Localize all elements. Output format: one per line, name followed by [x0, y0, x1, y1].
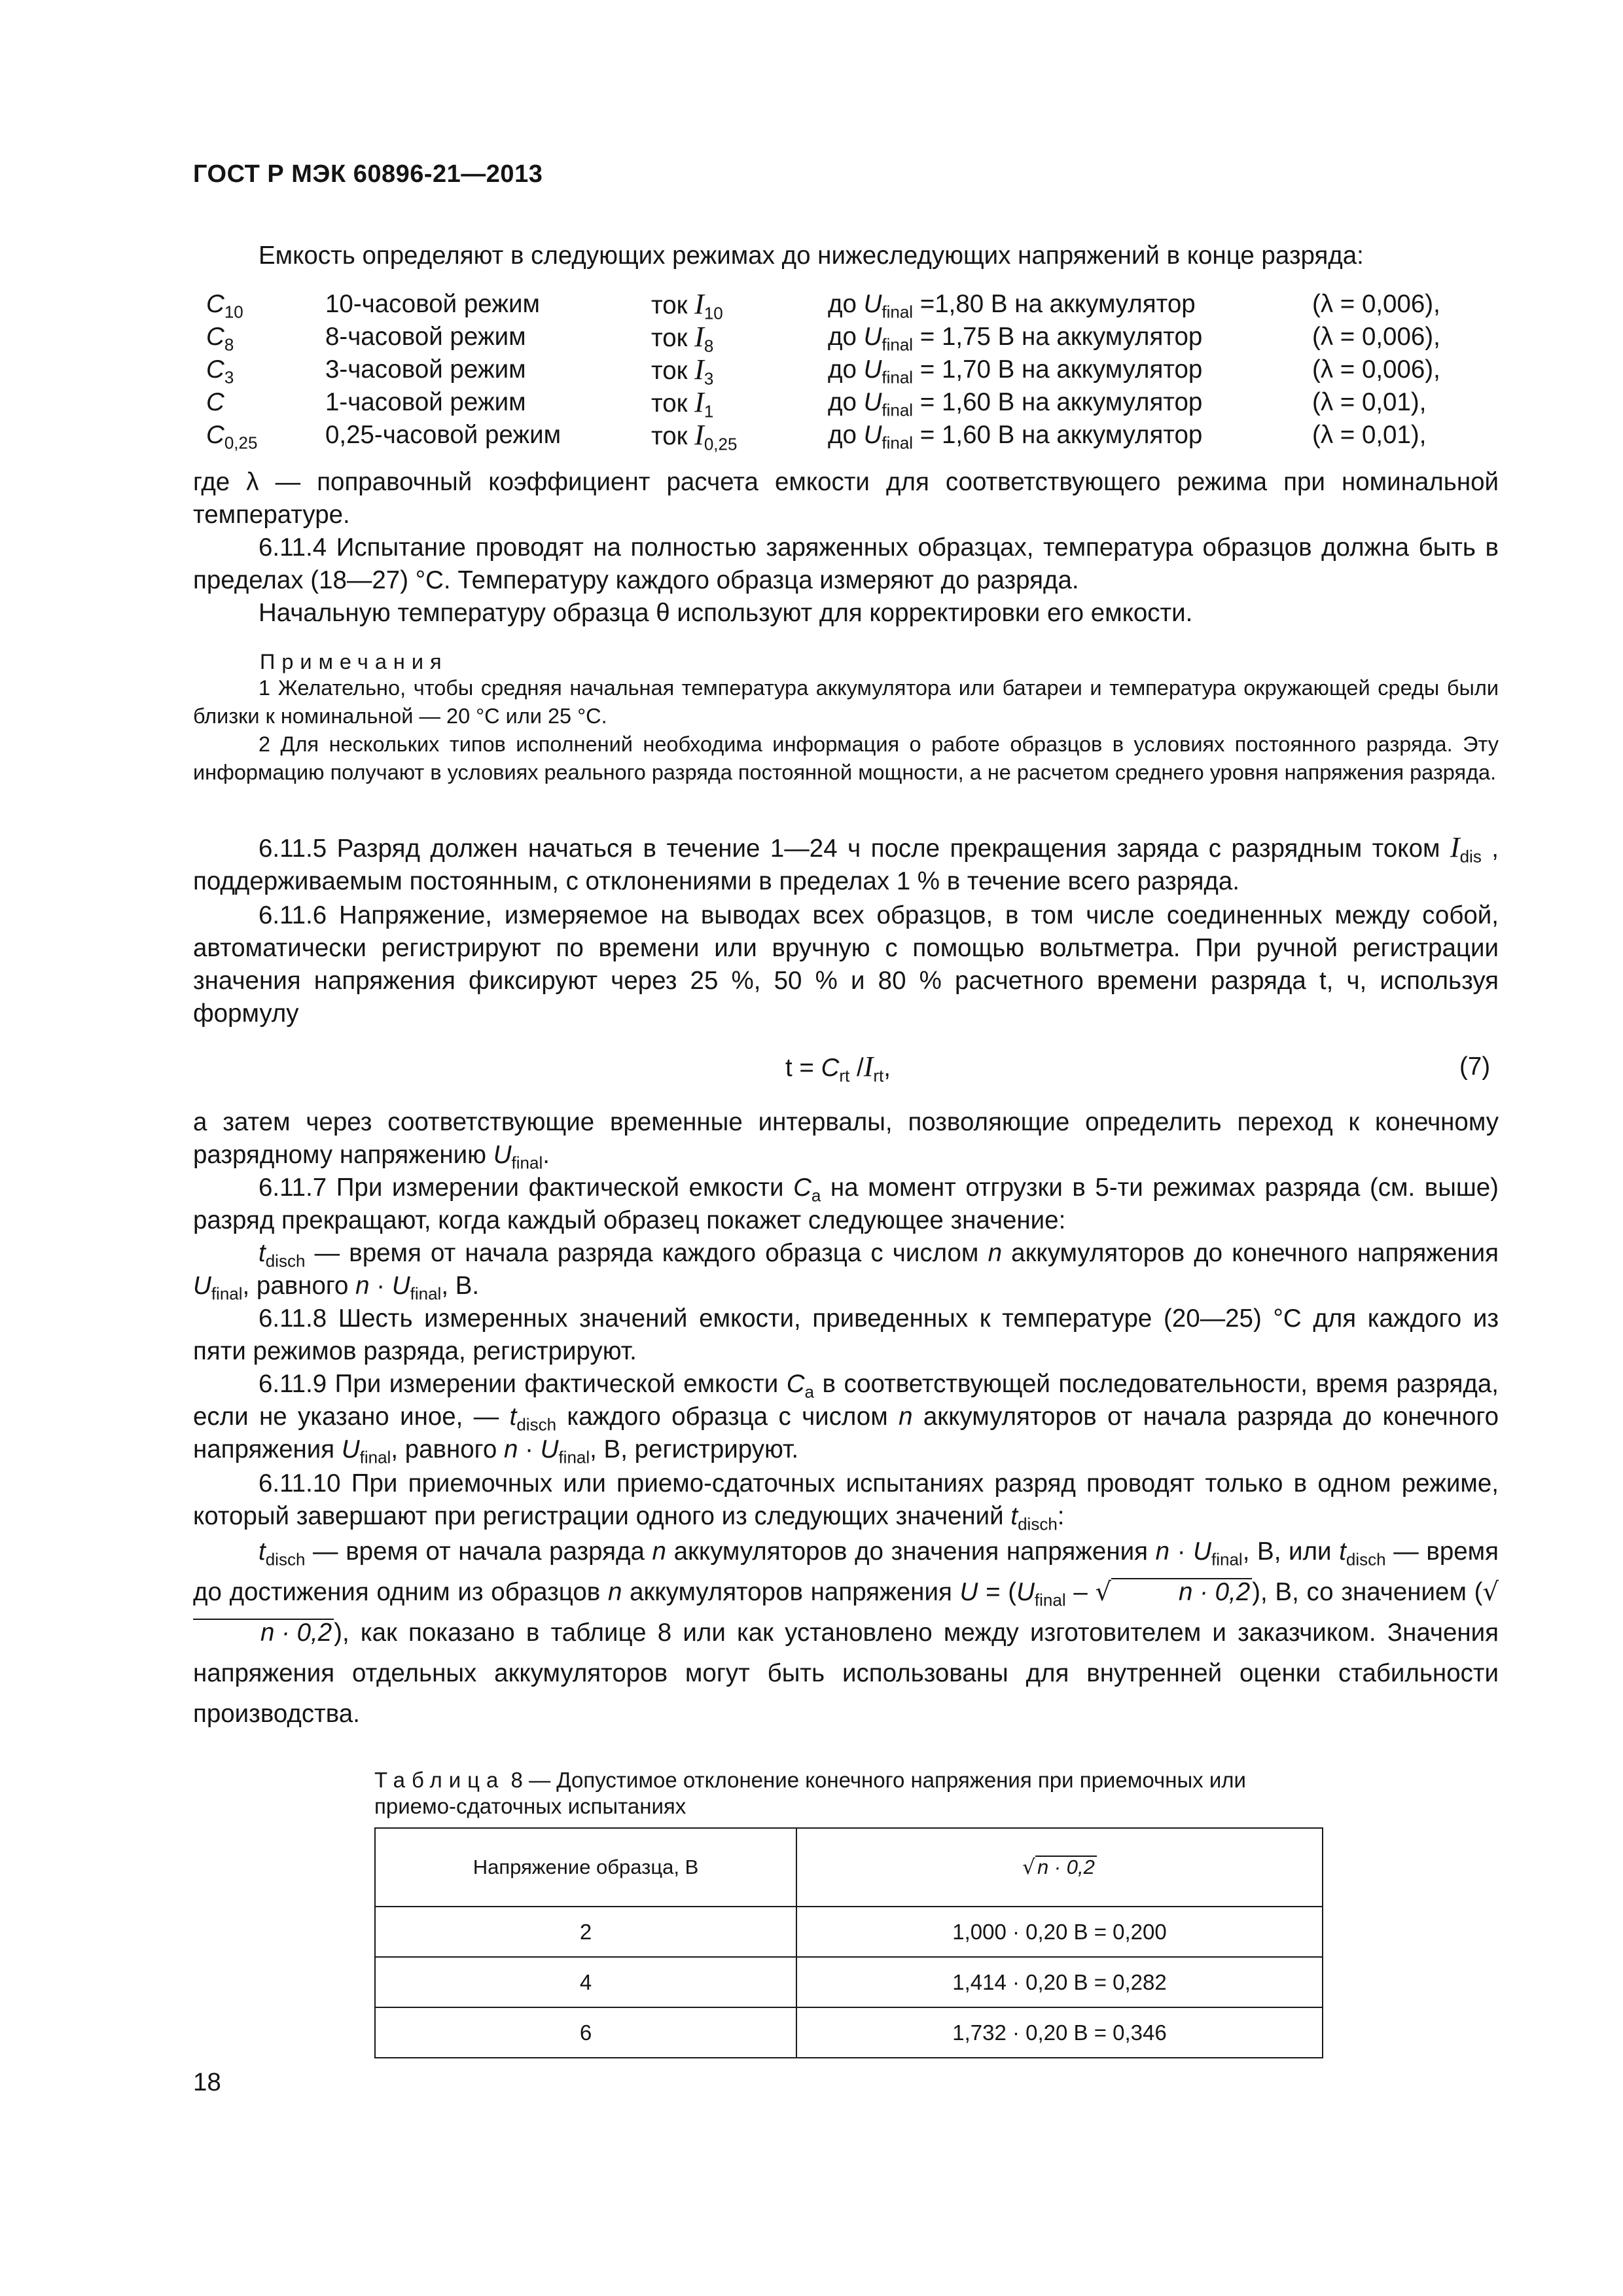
mode-row: C 1-часовой режим ток $I_1$ до $U_{final} = 1,60$ В на аккумулятор (λ = 0,01), — [206, 386, 1427, 422]
column-header-sqrt: √n · 0,2 — [796, 1828, 1323, 1907]
intro-text: Емкость определяют в следующих режимах до нижеследующих напряжений в конце разряда: — [259, 242, 1364, 270]
table-row — [375, 1907, 1323, 1957]
mode-row: $C_3$ 3-часовой режим ток $I_3$ до $U_{final} = 1,70$ В на аккумулятор (λ = 0,006), — [206, 353, 1440, 389]
paragraph-6-11-4-temperature: Начальную температуру образца θ используют для корректировки его емкости. — [259, 599, 1193, 627]
after-formula-text: а затем через соответствующие временные интервалы, позволяющие определить переход к конечному разрядному напряжению $U_{final}$. — [193, 1108, 1499, 1173]
table-row — [375, 2007, 1323, 2058]
sqrt-symbol: √ — [1482, 1577, 1499, 1607]
lambda-definition: где λ — поправочный коэффициент расчета емкости для соответствующего режима при номинальной температуре. — [193, 468, 1499, 529]
paragraph-6-11-9: 6.11.9 При измерении фактической емкости $C_a$ в соответствующей последовательности, время разряда, если не указано иное, — $t_{disch}$ каждого образца с числом n аккумуляторов от начала разряда до конечного напряжения $U_{final}$, равного $n \cdot U_{final}$, В, регистрируют. — [193, 1370, 1499, 1467]
mode-row: $C_{10}$ 10-часовой режим ток $I_{10}$ до $U_{final} =1,80$ В на аккумулятор (λ = 0,006), — [206, 288, 1440, 323]
paragraph-6-11-8: 6.11.8 Шесть измеренных значений емкости, приведенных к температуре (20—25) °С для каждого из пяти режимов разряда, регистрируют. — [193, 1304, 1499, 1365]
standard-header: ГОСТ Р МЭК 60896-21—2013 — [193, 160, 543, 188]
tdisch-definition: $t_{disch}$ — время от начала разряда каждого образца с числом n аккумуляторов до конечного напряжения $U_{final}$, равного $n \cdot U_{final}$, В. — [193, 1239, 1499, 1304]
sqrt-expression: n · 0,2 — [1111, 1578, 1252, 1605]
formula-7: $t = C_{rt}$ $/I_{rt}$, — [785, 1050, 891, 1086]
table-cell-result: 1,000 · 0,20 В = 0,200 — [796, 1907, 1323, 1957]
final-paragraph: $t_{disch}$ — время от начала разряда n аккумуляторов до значения напряжения $n \cdot U_{final}$, В, или $t_{disch}$ — время до достижения одним из образцов n аккумуляторов напряжения $U = (U_{final}$ – √ n · 0,2), В, со значением (√n · 0,2), как показано в таблице 8 или как установлено между изготовителем и заказчиком. Значения напряжения отдельных аккумуляторов могут быть использованы для внутренней оценки стабильности производства. — [193, 1537, 1499, 1728]
table-8 — [374, 1827, 1323, 2058]
mode-row: $C_8$ 8-часовой режим ток $I_8$ до $U_{final} = 1,75$ В на аккумулятор (λ = 0,006), — [206, 321, 1440, 356]
note-2: 2 Для нескольких типов исполнений необходима информация о работе образцов в условиях постоянного разряда. Эту информацию получают в условиях реального разряда постоянной мощности, а не расчетом среднего уровня напряжения разряда. — [193, 732, 1499, 784]
table-cell-result: 1,732 · 0,20 В = 0,346 — [796, 2007, 1323, 2058]
paragraph-6-11-10: 6.11.10 При приемочных или приемо-сдаточных испытаниях разряд проводят только в одном режиме, который завершают при регистрации одного из следующих значений $t_{disch}$: — [193, 1469, 1499, 1534]
column-header-voltage: Напряжение образца, В — [375, 1828, 796, 1907]
paragraph-6-11-6: 6.11.6 Напряжение, измеряемое на выводах всех образцов, в том числе соединенных между собой, автоматически регистрируют по времени или вручную с помощью вольтметра. При ручной регистрации значения напряжения фиксируют через 25 %, 50 % и 80 % расчетного времени разряда t, ч, используя формулу — [193, 901, 1499, 1028]
table-caption: Таблица 8 — Допустимое отклонение конечного напряжения при приемочных или приемо-сдаточных испытаниях — [374, 1768, 1246, 1818]
table-row — [375, 1957, 1323, 2007]
table-cell-voltage: 4 — [375, 1957, 796, 2007]
sqrt-expression: n · 0,2 — [193, 1619, 334, 1646]
paragraph-6-11-4: 6.11.4 Испытание проводят на полностью заряженных образцах, температура образцов должна быть в пределах (18—27) °С. Температуру каждого образца измеряют до разряда. — [193, 533, 1499, 594]
formula-number: (7) — [1459, 1052, 1491, 1081]
page-number: 18 — [193, 2068, 221, 2096]
sqrt-symbol: √ — [1095, 1577, 1112, 1607]
table-header-row — [375, 1828, 1323, 1907]
note-1: 1 Желательно, чтобы средняя начальная температура аккумулятора или батареи и температура окружающей среды были близки к номинальной — 20 °С или 25 °С. — [193, 676, 1499, 728]
paragraph-6-11-5: 6.11.5 Разряд должен начаться в течение 1—24 ч после прекращения заряда с разрядным током $I_{dis}$ , поддерживаемым постоянным, с отклонениями в пределах 1 % в течение всего разряда. — [193, 831, 1499, 895]
mode-row: $C_{0,25}$ 0,25-часовой режим ток $I_{0,25}$ до $U_{final} = 1,60$ В на аккумулятор (λ = 0,01), — [206, 419, 1427, 454]
table-cell-result: 1,414 · 0,20 В = 0,282 — [796, 1957, 1323, 2007]
table-cell-voltage: 2 — [375, 1907, 796, 1957]
paragraph-6-11-7: 6.11.7 При измерении фактической емкости $C_a$ на момент отгрузки в 5-ти режимах разряда (см. выше) разряд прекращают, когда каждый образец покажет следующее значение: — [193, 1174, 1499, 1234]
notes-title: Примечания — [260, 650, 448, 673]
table-cell-voltage: 6 — [375, 2007, 796, 2058]
